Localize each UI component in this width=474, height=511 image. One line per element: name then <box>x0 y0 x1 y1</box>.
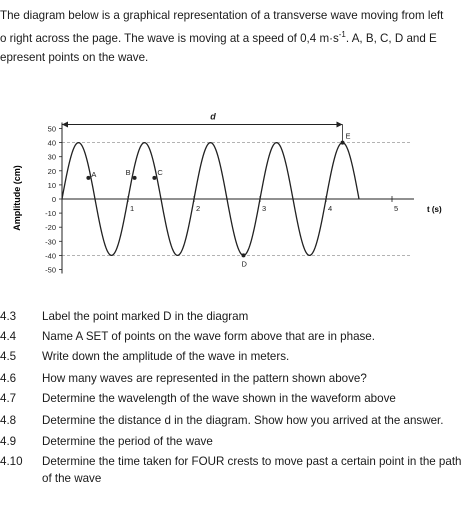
question-text: Label the point marked D in the diagram <box>42 310 249 323</box>
question-number: 4.10 <box>0 455 23 468</box>
point-a-label: A <box>91 169 97 179</box>
intro-line-2-text: o right across the page. The wave is moving at a speed of 0,4 m·s <box>0 31 339 45</box>
y-tick-label: -30 <box>45 237 56 247</box>
x-axis-label: t (s) <box>427 205 442 214</box>
dimension-arrowhead-left <box>62 122 68 128</box>
y-tick-label: 40 <box>47 138 56 148</box>
wave-points <box>86 132 350 269</box>
y-axis-label: Amplitude (cm) <box>12 165 22 231</box>
intro-line-2-tail: . A, B, C, D and E <box>345 31 437 45</box>
question-text: Determine the wavelength of the wave shown in the waveform above <box>42 392 396 405</box>
point-b-label: B <box>125 167 131 177</box>
x-tick-label: 3 <box>262 204 267 213</box>
question-number: 4.7 <box>0 392 17 405</box>
speed-exponent: -1 <box>338 30 346 39</box>
question-number: 4.6 <box>0 372 17 385</box>
y-tick-label: -10 <box>45 209 56 219</box>
question-number: 4.4 <box>0 330 17 343</box>
point-a-marker <box>86 176 90 180</box>
question-text: Determine the distance d in the diagram. Show how you arrived at the answer. <box>42 414 444 427</box>
wave-diagram <box>0 108 474 278</box>
dimension-label: d <box>210 111 216 122</box>
y-tick-label: 0 <box>51 195 56 204</box>
intro-line-3: epresent points on the wave. <box>0 50 149 64</box>
point-c-label: C <box>157 167 163 177</box>
question-text: Determine the period of the wave <box>42 435 213 448</box>
question-text: Determine the time taken for FOUR crests to move past a certain point in the path of the wave <box>42 455 462 485</box>
y-tick-label: -20 <box>45 223 56 233</box>
question-text: Write down the amplitude of the wave in meters. <box>42 350 290 363</box>
x-tick-label: 4 <box>328 204 333 213</box>
question-text: Name A SET of points on the wave form above that are in phase. <box>42 330 375 343</box>
y-tick-label: 50 <box>47 124 56 134</box>
question-number: 4.9 <box>0 435 17 448</box>
dimension-d <box>62 112 343 143</box>
y-tick-label: 30 <box>47 152 56 162</box>
x-tick-label: 2 <box>196 204 201 213</box>
y-tick-label: 20 <box>47 166 56 176</box>
point-c-marker <box>152 176 156 180</box>
point-d-marker <box>242 253 246 257</box>
x-tick-label: 5 <box>394 204 399 213</box>
y-tick-label: 10 <box>47 180 56 190</box>
y-tick-label: -40 <box>45 251 56 261</box>
point-e-label: E <box>345 131 351 141</box>
intro-line-2 <box>0 25 470 48</box>
y-tick-label: -50 <box>45 265 56 275</box>
point-b-marker <box>133 176 137 180</box>
question-intro <box>0 6 470 67</box>
question-number: 4.8 <box>0 414 17 427</box>
dimension-arrowhead-right <box>337 122 343 128</box>
question-text: How many waves are represented in the pattern shown above? <box>42 372 367 385</box>
x-tick-label: 1 <box>130 204 135 213</box>
intro-line-1: The diagram below is a graphical representation of a transverse wave moving from left <box>0 9 444 22</box>
point-d-label: D <box>241 259 247 269</box>
question-number: 4.5 <box>0 350 17 363</box>
question-number: 4.3 <box>0 310 17 323</box>
